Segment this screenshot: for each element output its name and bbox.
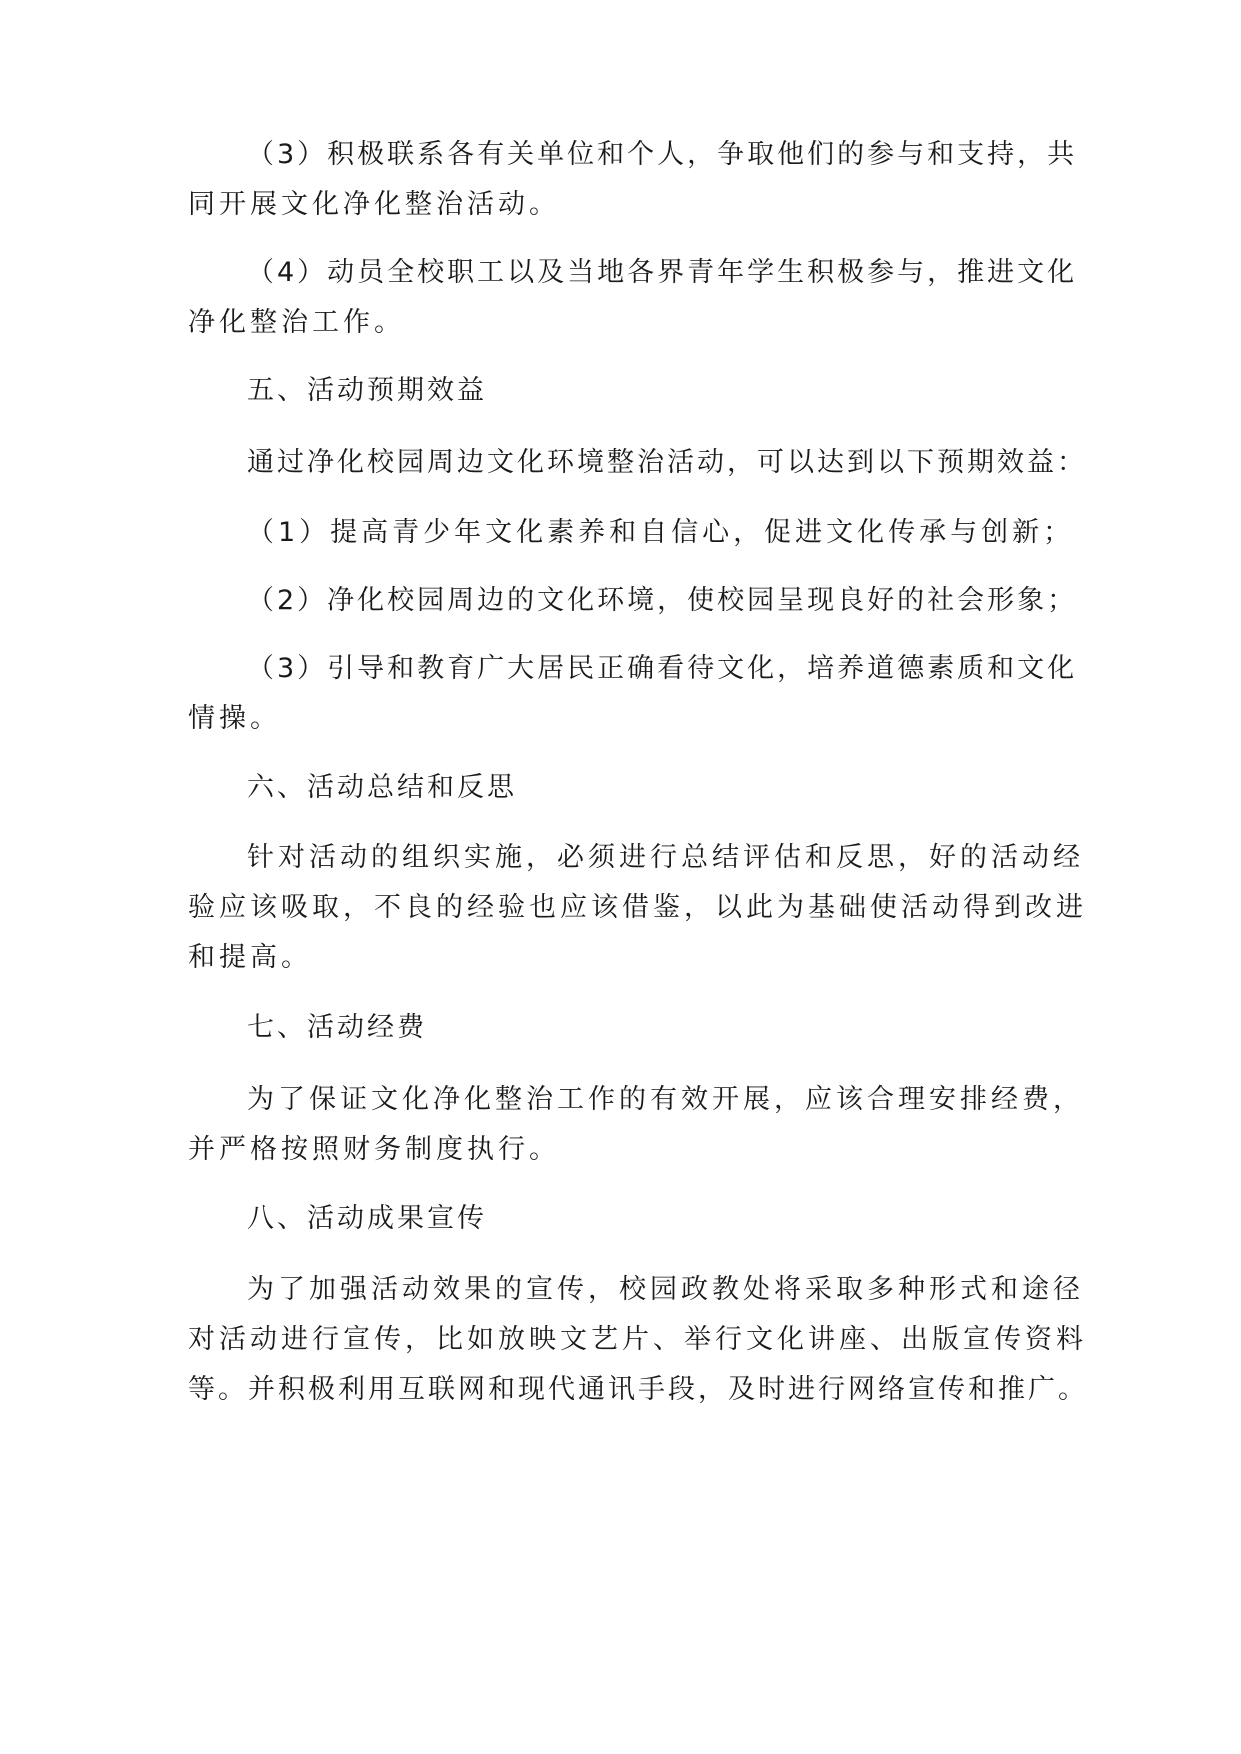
- section-8-para-line-1: 为了加强活动效果的宣传，校园政教处将采取多种形式和途径: [247, 1274, 1084, 1305]
- benefit-2: （2）净化校园周边的文化环境，使校园呈现良好的社会形象；: [247, 585, 1078, 616]
- section-8-para-line-2: 对活动进行宣传，比如放映文艺片、举行文化讲座、出版宣传资料: [188, 1324, 1087, 1355]
- section-5-intro: 通过净化校园周边文化环境整治活动，可以达到以下预期效益：: [247, 447, 1087, 478]
- section-7-para-line-2: 并严格按照财务制度执行。: [188, 1134, 560, 1165]
- item-3-line-1: （3）积极联系各有关单位和个人，争取他们的参与和支持，共: [247, 139, 1078, 170]
- benefit-3-line-2: 情操。: [188, 703, 281, 734]
- benefit-3-line-1: （3）引导和教育广大居民正确看待文化，培养道德素质和文化: [247, 653, 1078, 684]
- section-7-heading: 七、活动经费: [247, 1012, 427, 1043]
- section-6-para-line-3: 和提高。: [188, 942, 312, 973]
- section-6-para-line-2: 验应该吸取，不良的经验也应该借鉴，以此为基础使活动得到改进: [188, 892, 1087, 923]
- benefit-1: （1）提高青少年文化素养和自信心，促进文化传承与创新；: [247, 517, 1075, 548]
- item-4-line-2: 净化整治工作。: [188, 307, 405, 338]
- section-8-heading: 八、活动成果宣传: [247, 1203, 487, 1234]
- item-3-line-2: 同开展文化净化整治活动。: [188, 189, 560, 220]
- section-8-para-line-3: 等。并积极利用互联网和现代通讯手段，及时进行网络宣传和推广。: [188, 1374, 1088, 1405]
- section-6-heading: 六、活动总结和反思: [247, 772, 517, 803]
- item-4-line-1: （4）动员全校职工以及当地各界青年学生积极参与，推进文化: [247, 257, 1078, 288]
- section-6-para-line-1: 针对活动的组织实施，必须进行总结评估和反思，好的活动经: [247, 842, 1084, 873]
- section-7-para-line-1: 为了保证文化净化整治工作的有效开展，应该合理安排经费，: [247, 1084, 1084, 1115]
- section-5-heading: 五、活动预期效益: [247, 375, 487, 406]
